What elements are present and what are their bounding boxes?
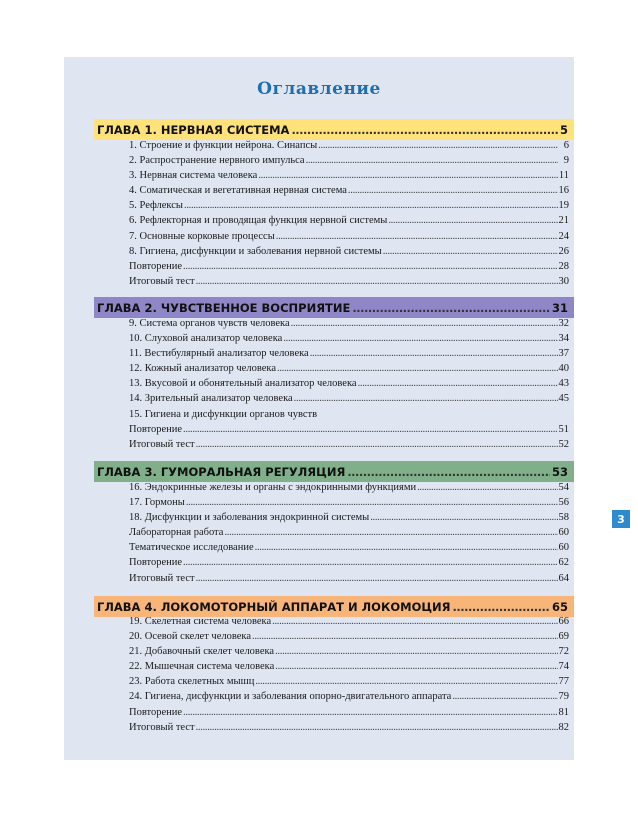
toc-entry[interactable] (129, 482, 569, 497)
leader-dots (318, 140, 558, 151)
leader-dots (388, 215, 557, 226)
toc-entry[interactable] (129, 378, 569, 393)
entry-page: 45 (558, 393, 569, 405)
leader-dots (255, 676, 557, 687)
entry-page: 62 (558, 557, 569, 569)
entry-page: 32 (558, 318, 569, 329)
entry-page: 79 (558, 691, 569, 703)
entry-page: 30 (558, 275, 569, 287)
chapter-4-header[interactable] (94, 596, 574, 617)
entry-label: 24. Гигиена, дисфункции и заболевания опорно-двигательного аппарата (129, 691, 452, 703)
entry-label: 16. Эндокринные железы и органы с эндокринными функциями (129, 482, 417, 493)
toc-entry[interactable] (129, 215, 569, 230)
toc-entry[interactable] (129, 661, 569, 676)
entry-page: 43 (558, 378, 569, 390)
chapter-1-header[interactable] (94, 119, 574, 140)
leader-dots (196, 722, 558, 733)
chapter-title: ГЛАВА 3. ГУМОРАЛЬНАЯ РЕГУЛЯЦИЯ (97, 464, 346, 479)
entry-page: 16 (558, 185, 569, 197)
entry-page: 26 (558, 245, 569, 257)
toc-entry[interactable] (129, 231, 569, 246)
entry-label: 11. Вестибулярный анализатор человека (129, 348, 309, 360)
toc-entry[interactable] (129, 512, 569, 527)
leader-dots (255, 542, 558, 553)
toc-entry[interactable] (129, 707, 569, 722)
leader-dots (272, 616, 557, 627)
leader-dots (291, 318, 558, 329)
page-title: Оглавление (257, 79, 381, 99)
leader-dots (276, 231, 558, 242)
leader-dots (277, 363, 558, 374)
leader-dots (310, 348, 558, 359)
leader-dots (183, 557, 557, 568)
toc-entry[interactable] (129, 155, 569, 170)
entry-label: Тематическое исследование (129, 542, 254, 554)
chapter-title: ГЛАВА 2. ЧУВСТВЕННОЕ ВОСПРИЯТИЕ (97, 300, 351, 315)
entry-label: 12. Кожный анализатор человека (129, 363, 276, 375)
toc-entry[interactable] (129, 722, 569, 737)
toc-entry[interactable] (129, 363, 569, 378)
entry-label: Итоговый тест (129, 721, 195, 733)
leader-dots (252, 631, 557, 642)
entry-page: 54 (558, 482, 569, 493)
leader-dots (196, 439, 558, 450)
toc-entry[interactable] (129, 170, 569, 185)
chapter-title: ГЛАВА 4. ЛОКОМОТОРНЫЙ АППАРАТ И ЛОКОМОЦИЯ (97, 599, 451, 614)
entry-label: Повторение (129, 706, 183, 718)
chapter-4-entries (129, 616, 569, 737)
entry-label: 9. Система органов чувств человека (129, 318, 290, 329)
entry-label: 18. Дисфункции и заболевания эндокринной системы (129, 512, 370, 524)
entry-label: 5. Рефлексы (129, 200, 183, 212)
leader-dots (186, 497, 558, 508)
leader-dots (348, 185, 558, 196)
entry-label: 2. Распространение нервного импульса (129, 155, 305, 167)
page-number-badge: 3 (612, 510, 630, 528)
entry-page: 81 (558, 706, 569, 718)
chapter-3-entries (129, 482, 569, 588)
entry-label: 4. Соматическая и вегетативная нервная система (129, 185, 347, 197)
entry-label: Повторение (129, 557, 183, 569)
toc-entry[interactable] (129, 542, 569, 557)
toc-entry[interactable] (129, 261, 569, 276)
entry-page: 60 (558, 542, 569, 554)
entry-page: 9 (563, 155, 569, 167)
toc-entry[interactable] (129, 557, 569, 572)
chapter-page: 65 (551, 599, 568, 614)
toc-entry[interactable] (129, 348, 569, 363)
toc-entry[interactable] (129, 676, 569, 691)
toc-entry[interactable] (129, 393, 569, 408)
toc-entry[interactable] (129, 140, 569, 155)
chapter-1-entries (129, 140, 569, 291)
toc-entry[interactable] (129, 497, 569, 512)
leader-dots (224, 527, 557, 538)
leader-dots (275, 661, 557, 672)
toc-entry[interactable] (129, 276, 569, 291)
entry-page: 40 (558, 363, 569, 375)
entry-page: 77 (558, 676, 569, 688)
leader-dots (417, 482, 557, 493)
chapter-2-header[interactable] (94, 297, 574, 318)
entry-label: 21. Добавочный скелет человека (129, 646, 275, 658)
leader-dots (294, 393, 558, 404)
chapter-title: ГЛАВА 1. НЕРВНАЯ СИСТЕМА (97, 122, 290, 137)
toc-entry[interactable] (129, 424, 569, 439)
entry-page: 58 (558, 512, 569, 524)
entry-page: 19 (558, 200, 569, 212)
entry-page: 56 (558, 497, 569, 509)
toc-entry[interactable] (129, 573, 569, 588)
entry-label: Итоговый тест (129, 572, 195, 584)
entry-page: 37 (558, 348, 569, 360)
leader-dots (196, 573, 558, 584)
toc-entry[interactable] (129, 200, 569, 215)
leader-dots (275, 646, 557, 657)
entry-label: 1. Строение и функции нейрона. Синапсы (129, 140, 318, 151)
leader-dots (183, 261, 557, 272)
toc-entry[interactable] (129, 631, 569, 646)
entry-page: 34 (558, 333, 569, 345)
entry-page: 60 (558, 527, 569, 539)
chapter-page: 31 (551, 300, 568, 315)
chapter-3-header[interactable] (94, 461, 574, 482)
entry-label: 23. Работа скелетных мышц (129, 676, 255, 688)
chapter-page: 53 (551, 464, 568, 479)
entry-page: 69 (558, 631, 569, 643)
toc-entry[interactable] (129, 185, 569, 200)
entry-label: 20. Осевой скелет человека (129, 631, 252, 643)
toc-entry[interactable] (129, 318, 569, 333)
leader-dots (183, 707, 557, 718)
entry-label: Лабораторная работа (129, 527, 224, 539)
entry-label: 8. Гигиена, дисфункции и заболевания нервной системы (129, 245, 382, 257)
entry-label: Итоговый тест (129, 275, 195, 287)
entry-label: 22. Мышечная система человека (129, 661, 275, 673)
entry-label: 6. Рефлекторная и проводящая функция нервной системы (129, 215, 388, 227)
leader-dots (258, 170, 558, 181)
toc-entry[interactable] (129, 646, 569, 661)
entry-page: 52 (558, 438, 569, 450)
entry-label: 15. Гигиена и дисфункции органов чувств (129, 408, 318, 420)
entry-page: 21 (558, 215, 569, 227)
leader-dots (383, 246, 558, 257)
leader-dots (453, 600, 550, 614)
toc-entry[interactable] (129, 409, 569, 424)
entry-page: 6 (563, 140, 569, 151)
entry-page: 11 (558, 170, 569, 182)
entry-label: 14. Зрительный анализатор человека (129, 393, 293, 405)
leader-dots (291, 123, 558, 137)
leader-dots (358, 378, 558, 389)
leader-dots (306, 155, 558, 166)
entry-label: 19. Скелетная система человека (129, 616, 272, 627)
entry-page: 82 (558, 721, 569, 733)
entry-label: Повторение (129, 423, 183, 435)
entry-page: 64 (558, 572, 569, 584)
entry-label: Повторение (129, 260, 183, 272)
entry-page: 72 (558, 646, 569, 658)
leader-dots (283, 333, 557, 344)
leader-dots (183, 424, 557, 435)
toc-entry[interactable] (129, 439, 569, 454)
leader-dots (347, 465, 550, 479)
entry-page: 74 (558, 661, 569, 673)
toc-entry[interactable] (129, 246, 569, 261)
toc-entry[interactable] (129, 333, 569, 348)
entry-page: 66 (558, 616, 569, 627)
entry-label: 10. Слуховой анализатор человека (129, 333, 283, 345)
leader-dots (352, 301, 550, 315)
entry-label: 3. Нервная система человека (129, 170, 258, 182)
leader-dots (196, 276, 558, 287)
toc-entry[interactable] (129, 616, 569, 631)
entry-label: 7. Основные корковые процессы (129, 230, 275, 242)
entry-page: 28 (558, 260, 569, 272)
entry-label: 17. Гормоны (129, 497, 185, 509)
leader-dots (452, 691, 557, 702)
entry-page: 24 (558, 230, 569, 242)
chapter-2-entries (129, 318, 569, 454)
leader-dots (370, 512, 557, 523)
entry-label: Итоговый тест (129, 438, 195, 450)
leader-dots (184, 200, 558, 211)
entry-label: 13. Вкусовой и обонятельный анализатор человека (129, 378, 357, 390)
entry-page: 51 (558, 423, 569, 435)
toc-entry[interactable] (129, 691, 569, 706)
toc-entry[interactable] (129, 527, 569, 542)
chapter-page: 5 (559, 122, 568, 137)
